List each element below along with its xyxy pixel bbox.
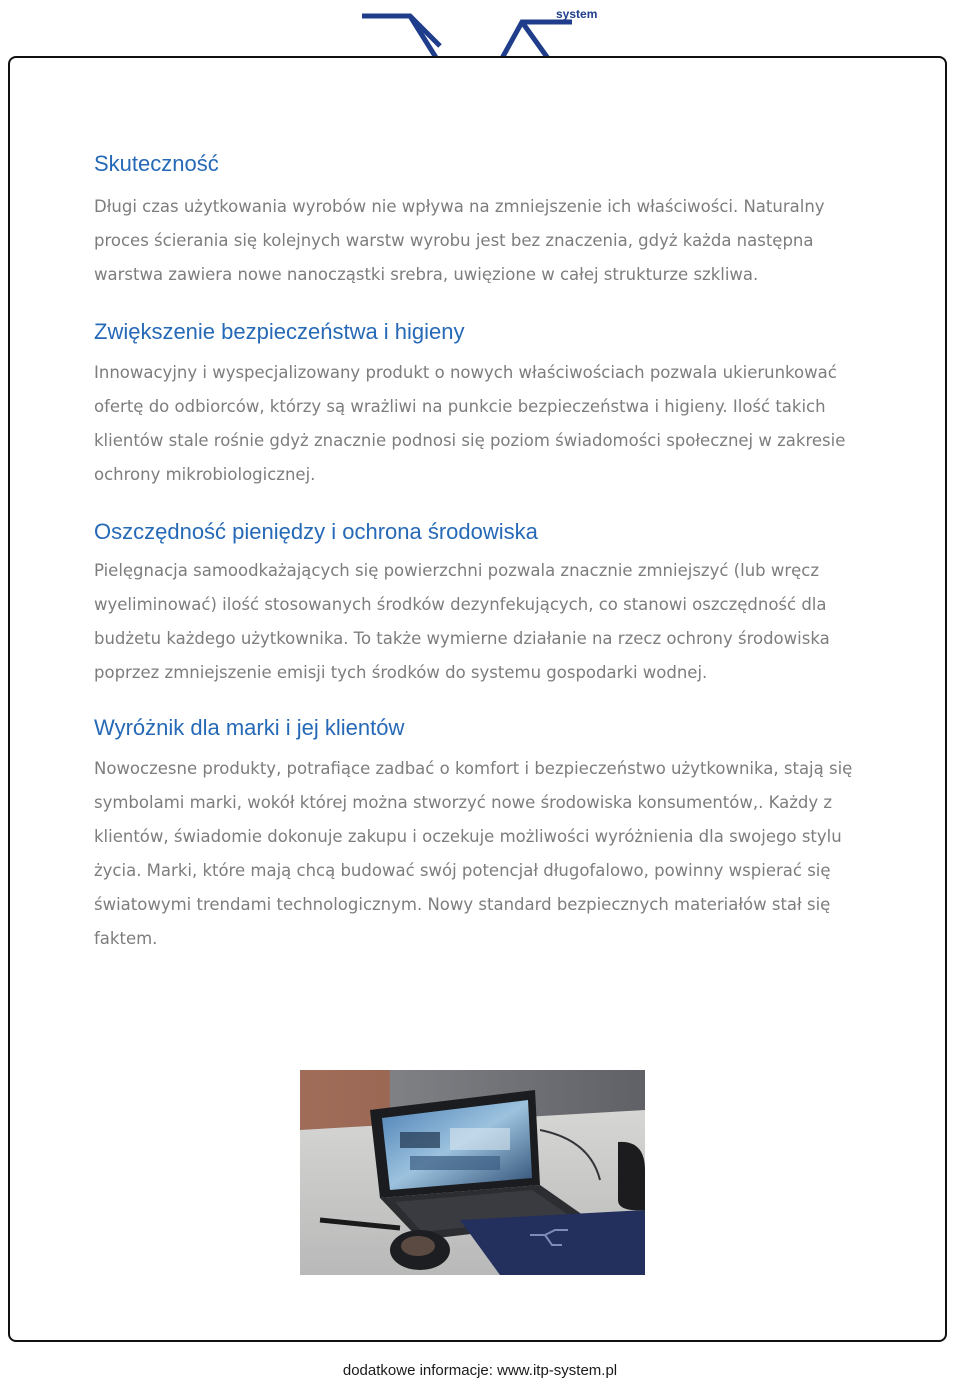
section-paragraph: Nowoczesne produkty, potrafiące zadbać o komfort i bezpieczeństwo użytkownika, stają się symbolami marki, wokół której można stworzyć nowe środowiska konsumentów,. Każdy z klientów, świadomie dokonuje zakupu i oczekuje możliwości wyróżnienia dla swojego stylu życia. Marki, które mają chcą budować swój potencjał długofalowo, powinny wspierać się światowymi trendami technologicznym. Nowy standard bezpiecznych materiałów stał się faktem. <box>94 759 853 948</box>
main-content <box>94 148 874 956</box>
section-title: Wyróżnik dla marki i jej klientów <box>94 715 405 740</box>
section-brand-distinction <box>94 712 874 956</box>
section-paragraph: Pielęgnacja samoodkażających się powierzchni pozwala znacznie zmniejszyć (lub wręcz wyeliminować) ilość stosowanych środków dezynfekujących, co stanowi oszczędność dla budżetu każdego użytkownika. To także wymierne działanie na rzecz ochrony środowiska poprzez zmniejszenie emisji tych środków do systemu gospodarki wodnej. <box>94 561 830 682</box>
section-savings-environment <box>94 516 874 690</box>
section-title: Skuteczność <box>94 151 219 176</box>
logo-system-text: system <box>556 7 598 21</box>
section-title: Oszczędność pieniędzy i ochrona środowiska <box>94 519 538 544</box>
section-paragraph: Długi czas użytkowania wyrobów nie wpływa na zmniejszenie ich właściwości. Naturalny proces ścierania się kolejnych warstw wyrobu jest bez znaczenia, gdyż każda następna warstwa zawiera nowe nanocząstki srebra, uwięzione w całej strukturze szkliwa. <box>94 197 825 284</box>
footer-info: dodatkowe informacje: www.itp-system.pl <box>342 1362 618 1379</box>
section-paragraph: Innowacyjny i wyspecjalizowany produkt o nowych właściwościach pozwala ukierunkować ofertę do odbiorców, którzy są wrażliwi na punkcie bezpieczeństwa i higieny. Ilość takich klientów stale rośnie gdyż znacznie podnosi się poziom świadomości społecznej w zakresie ochrony mikrobiologicznej. <box>94 363 846 484</box>
section-effectiveness <box>94 148 874 292</box>
section-safety-hygiene <box>94 316 874 492</box>
section-title: Zwiększenie bezpieczeństwa i higieny <box>94 319 465 344</box>
laptop-desk-photo <box>300 1070 645 1275</box>
